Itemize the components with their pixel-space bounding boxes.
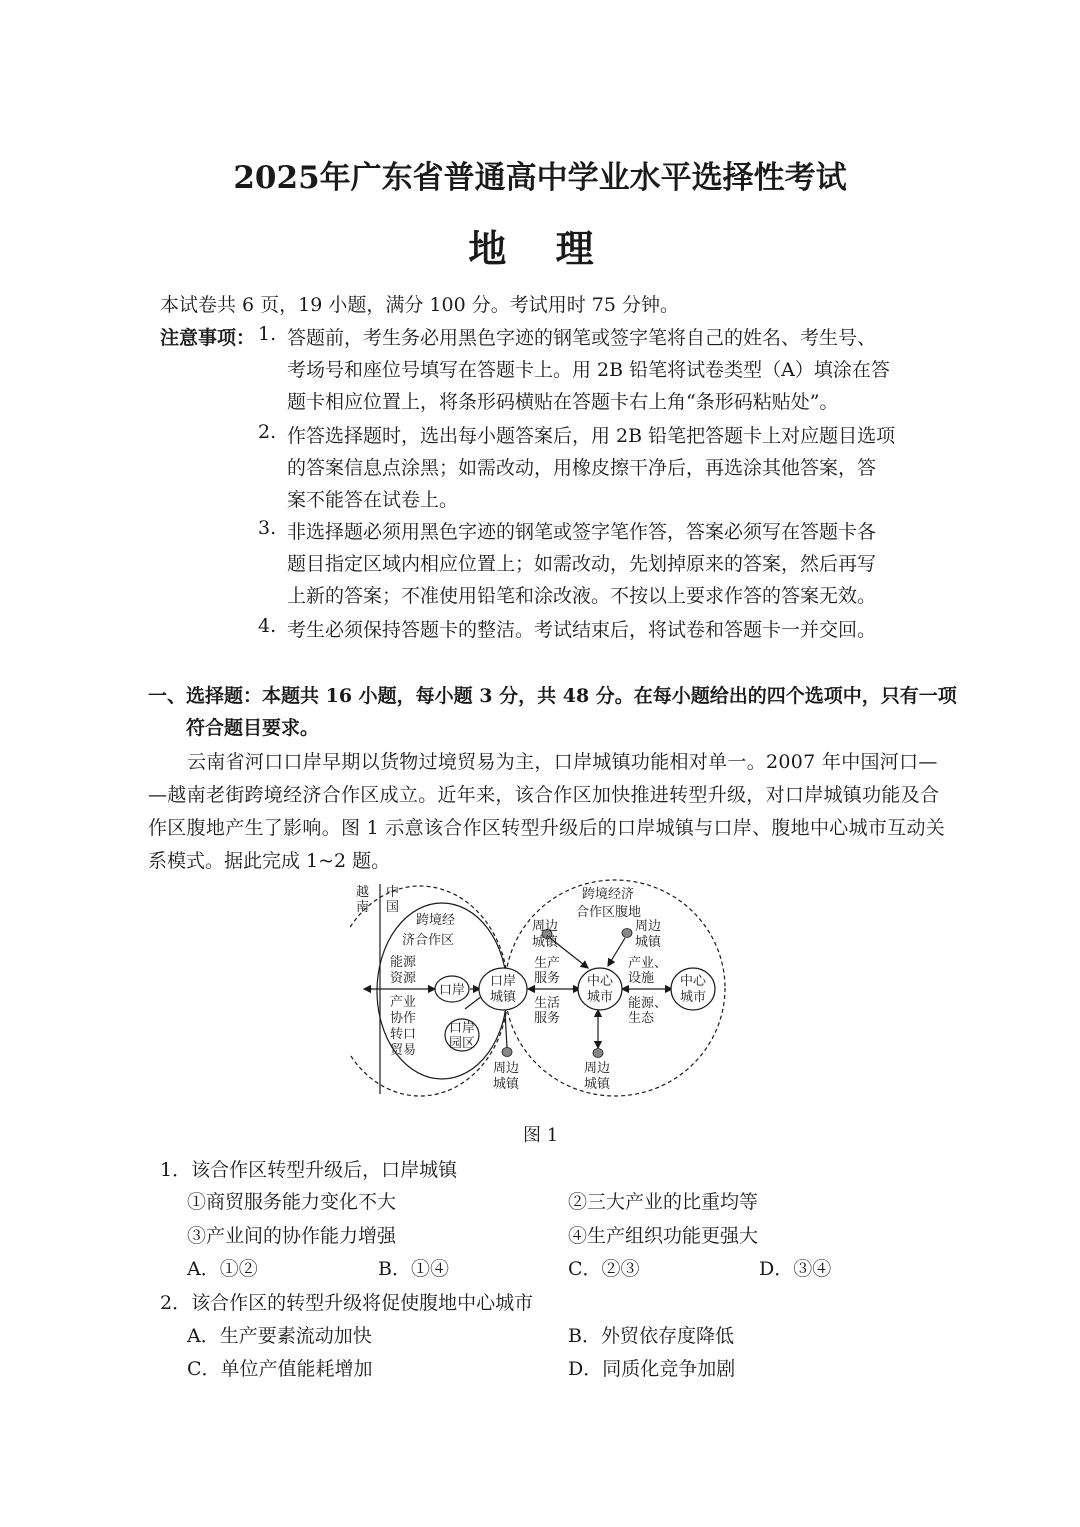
q2-option-b[interactable]: B．外贸依存度降低 [568,1325,734,1347]
passage-line-3: 作区腹地产生了影响。图 1 示意该合作区转型升级后的口岸城镇与口岸、腹地中心城市互动关 [148,817,946,839]
label-peri-town-4b: 城镇 [493,1077,520,1092]
label-peri-town-3b: 城镇 [584,1077,611,1092]
q2-option-a[interactable]: A．生产要素流动加快 [187,1325,372,1347]
label-port-town-2: 城镇 [490,990,517,1005]
peri-town-dot-4 [502,1048,512,1057]
label-industry-facility-1: 产业、 [628,956,668,971]
label-industry-1: 产业 [390,995,417,1010]
q1-statement-1: ①商贸服务能力变化不大 [187,1191,397,1213]
peri-town-dot-2 [622,929,632,938]
q1-statement-4: ④生产组织功能更强大 [568,1225,759,1247]
q2-stem: 2．该合作区的转型升级将促使腹地中心城市 [160,1292,534,1314]
label-zone-2: 济合作区 [402,933,455,948]
label-hinterland-1: 跨境经济 [582,887,635,902]
label-peri-town-2b: 城镇 [635,935,662,950]
passage-line-1: 云南省河口口岸早期以货物过境贸易为主，口岸城镇功能相对单一。2007 年中国河口— [187,751,938,773]
notice-3-line-1: 非选择题必须用黑色字迹的钢笔或签字笔作答，答案必须写在答题卡各 [287,521,877,543]
notice-num-4: 4. [258,615,277,637]
label-energy-eco-1: 能源、 [628,996,668,1011]
notice-3-line-2: 题目指定区域内相应位置上；如需改动，先划掉原来的答案，然后再写 [287,553,877,575]
section-heading-line-1: 一、选择题：本题共 16 小题，每小题 3 分，共 48 分。在每小题给出的四个选项中，只有一项 [148,685,957,707]
notice-2-line-3: 案不能答在试卷上。 [287,489,459,511]
label-life-service-1: 生活 [534,996,561,1011]
label-center-city-2b: 城市 [680,990,707,1005]
label-peri-town-1a: 周边 [532,919,559,934]
label-hinterland-2: 合作区腹地 [576,905,642,920]
peri-town-dot-3 [593,1049,603,1058]
label-life-service-2: 服务 [534,1011,561,1026]
notice-num-1: 1. [258,323,277,345]
label-zone-1: 跨境经 [416,913,456,928]
label-center-city-1b: 城市 [587,990,614,1005]
q1-option-c[interactable]: C．②③ [568,1258,640,1280]
section-heading-line-2: 符合题目要求。 [186,717,320,739]
label-energy-1: 能源 [390,955,417,970]
q1-statement-3: ③产业间的协作能力增强 [187,1225,397,1247]
notice-1-line-3: 题卡相应位置上，将条形码横贴在答题卡右上角“条形码粘贴处”。 [287,391,839,413]
exam-intro: 本试卷共 6 页，19 小题，满分 100 分。考试用时 75 分钟。 [160,294,679,316]
q2-option-c[interactable]: C．单位产值能耗增加 [187,1358,373,1380]
label-peri-town-4a: 周边 [493,1061,520,1076]
label-energy-2: 资源 [390,971,417,986]
notice-4-line-1: 考生必须保持答题卡的整洁。考试结束后，将试卷和答题卡一并交回。 [287,619,877,641]
label-port-park-1: 口岸 [449,1021,476,1036]
notice-label: 注意事项： [160,327,256,349]
notice-2-line-2: 的答案信息点涂黑；如需改动，用橡皮擦干净后，再选涂其他答案，答 [287,457,877,479]
label-industry-4: 贸易 [390,1043,417,1058]
label-industry-facility-2: 设施 [628,971,655,986]
label-industry-2: 协作 [390,1011,417,1026]
label-port-park-2: 园区 [449,1036,476,1051]
label-vietnam: 越南 [356,885,370,915]
label-peri-town-1b: 城镇 [532,935,559,950]
notice-num-2: 2. [258,421,277,443]
label-industry-3: 转口 [390,1027,417,1042]
label-prod-service-1: 生产 [534,956,561,971]
label-prod-service-2: 服务 [534,971,561,986]
q2-option-d[interactable]: D．同质化竞争加剧 [568,1358,736,1380]
figure-1-diagram [350,876,730,1106]
label-peri-town-2a: 周边 [635,919,662,934]
label-energy-eco-2: 生态 [628,1011,655,1026]
exam-title: 2025年广东省普通高中学业水平选择性考试 [233,160,847,196]
label-china: 中国 [386,885,400,915]
q1-option-a[interactable]: A．①② [187,1258,258,1280]
passage-line-4: 系模式。据此完成 1~2 题。 [148,850,391,872]
notice-num-3: 3. [258,517,277,539]
notice-1-line-2: 考场号和座位号填写在答题卡上。用 2B 铅笔将试卷类型（A）填涂在答 [287,359,890,381]
figure-caption: 图 1 [523,1125,559,1146]
q1-option-d[interactable]: D．③④ [759,1258,832,1280]
label-center-city-1a: 中心 [587,974,614,989]
subject-title: 地 理 [468,226,612,271]
notice-3-line-3: 上新的答案；不准使用铅笔和涂改液。不按以上要求作答的答案无效。 [287,585,877,607]
label-center-city-2a: 中心 [680,974,707,989]
q1-stem: 1．该合作区转型升级后，口岸城镇 [160,1159,458,1181]
q1-statement-2: ②三大产业的比重均等 [568,1191,759,1213]
notice-2-line-1: 作答选择题时，选出每小题答案后，用 2B 铅笔把答题卡上对应题目选项 [287,425,896,447]
passage-line-2: —越南老街跨境经济合作区成立。近年来，该合作区加快推进转型升级，对口岸城镇功能及合 [148,784,940,806]
label-port: 口岸 [439,983,466,998]
label-peri-town-3a: 周边 [584,1061,611,1076]
q1-option-b[interactable]: B．①④ [378,1258,449,1280]
notice-1-line-1: 答题前，考生务必用黑色字迹的钢笔或签字笔将自己的姓名、考生号、 [287,327,877,349]
label-port-town-1: 口岸 [490,974,517,989]
